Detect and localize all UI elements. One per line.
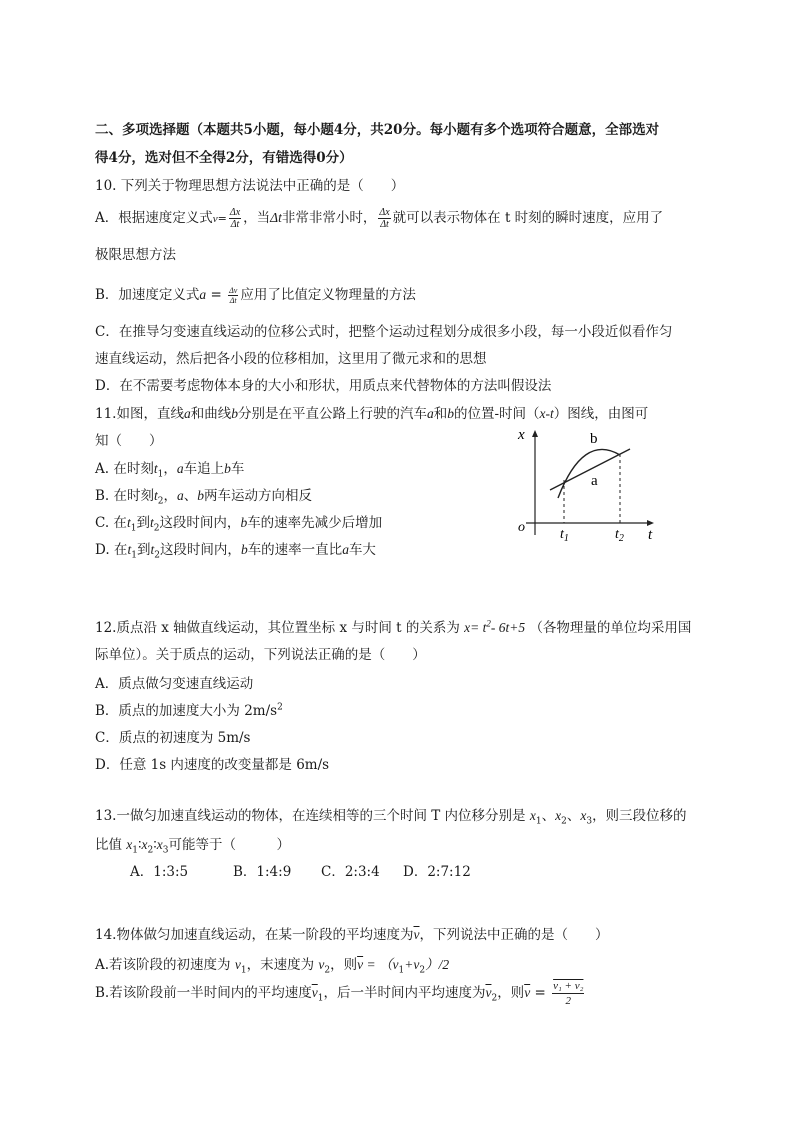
origin-label: o: [518, 520, 525, 535]
q14-sub: 1: [317, 993, 324, 1004]
q14-v: v: [318, 957, 325, 972]
x-axis-arrow: [532, 430, 538, 437]
q11-a-text: 车追上: [183, 461, 225, 477]
label-a: a: [591, 473, 598, 489]
q10-b-pre: B．加速度定义式: [95, 287, 200, 303]
line-a: [550, 449, 630, 490]
t-axis-arrow: [647, 520, 654, 526]
q11-c-sub1: 1: [130, 523, 137, 534]
q13-stem-part: ，则三段位移的: [592, 808, 687, 824]
q13-stem-line2: [95, 835, 290, 855]
q11-var-b: b: [224, 461, 231, 476]
q11-a-text: 车: [230, 461, 245, 477]
q11-var-b: b: [240, 515, 248, 530]
q13-sep: 、: [541, 808, 556, 824]
q10-option-d: D．在不需要考虑物体本身的大小和形状，用质点来代替物体的方法叫假设法: [95, 378, 552, 394]
q10-a-fraction2: [378, 207, 390, 230]
q14-b-text: B.若该阶段前一半时间内的平均速度: [95, 985, 312, 1001]
q11-a-text: ，: [163, 461, 177, 477]
q12-option-d: D．任意 1s 内速度的改变量都是 6m/s: [95, 757, 330, 773]
q11-b-text: ，: [163, 488, 178, 504]
q11-stem-line2: 知（ ）: [95, 433, 163, 449]
q13-sep: 、: [566, 808, 581, 824]
q12-b-sup: 2: [277, 702, 283, 713]
q14-a-text: = （: [363, 957, 393, 972]
q11-c-text: 这段时间内，: [159, 515, 241, 531]
q11-xt: x-t: [539, 406, 554, 421]
q11-stem-part: 11.如图，直线: [95, 406, 184, 422]
q13-sub: 1: [535, 816, 542, 827]
q10-a-den: Δt: [230, 219, 240, 230]
q11-b-text: 两车运动方向相反: [204, 488, 313, 504]
q13-option-a: A．1:3:5: [130, 864, 189, 880]
q11-d-text: 车大: [348, 542, 376, 558]
q14-vbar: $\overline{v}$: [485, 985, 492, 1000]
q13-stem-part: 可能等于（ ）: [168, 837, 291, 853]
q13-colon: ∶: [138, 837, 142, 853]
q14-a-text: ，末速度为: [246, 957, 319, 973]
q12-b-text: B．质点的加速度大小为 2m/s: [95, 703, 278, 719]
q14-v: v: [413, 957, 420, 972]
x-axis-label: x: [518, 427, 525, 443]
q10-b-a: a: [199, 287, 207, 302]
q13-colon: ∶: [153, 837, 157, 853]
q11-c-t1: t: [126, 515, 131, 530]
q11-option-b: [95, 486, 312, 506]
t-axis-label: t: [648, 527, 653, 543]
q11-d-sub2: 2: [154, 550, 160, 561]
q11-option-d: [95, 540, 376, 560]
q10-a-mid2: 非常非常小时，: [281, 210, 377, 226]
q11-c-text: C. 在: [95, 515, 127, 531]
q11-a-sub: 1: [157, 469, 164, 480]
q13-stem-part: 比值: [95, 837, 127, 853]
q10-a-den2: Δt: [380, 219, 389, 230]
q13-options: [130, 862, 471, 882]
q11-b-text: B. 在时刻: [95, 488, 155, 504]
q14-option-b: [95, 976, 586, 1010]
q11-option-c: [95, 513, 382, 533]
q11-stem-part: 和: [433, 406, 448, 422]
q11-b-text: 、: [183, 488, 198, 504]
q12-stem-line1: [95, 618, 691, 638]
q13-stem-part: 13.一做匀加速直线运动的物体，在连续相等的三个时间 T 内位移分别是: [95, 808, 530, 824]
q12-option-c: C．质点的初速度为 5m/s: [95, 730, 251, 746]
q11-var-a: a: [426, 406, 434, 421]
q14-option-a: [95, 955, 449, 975]
q11-var-b: b: [231, 406, 238, 421]
q14-a-text: ，则: [330, 957, 358, 973]
q12-stem-part: （各物理量的单位均采用国: [529, 620, 692, 636]
q14-sub: 2: [491, 993, 498, 1004]
q10-b-fraction: [228, 286, 238, 305]
q11-c-text: 到: [136, 515, 150, 531]
q11-a-text: A. 在时刻: [95, 461, 154, 477]
q11-b-t: t: [154, 488, 158, 503]
q13-option-b: B．1:4:9: [233, 864, 292, 880]
q13-sub: 3: [162, 845, 169, 856]
q11-xt-graph: [508, 423, 658, 543]
q13-x: x: [156, 837, 163, 852]
q14-stem: [95, 925, 608, 945]
q13-sub: 2: [561, 816, 567, 827]
q13-option-d: D．2:7:12: [403, 864, 471, 880]
q10-option-a: [95, 204, 663, 233]
q13-x: x: [529, 808, 536, 823]
q14-vbar: $\overline{v}$: [311, 985, 318, 1000]
q11-b-sub: 2: [157, 496, 164, 507]
q14-sub: 1: [240, 965, 247, 976]
q13-stem-line1: [95, 806, 687, 826]
q14-vbar: $\overline{v}$: [413, 927, 420, 942]
q10-a-eq: =: [217, 212, 227, 225]
q14-sub: 2: [419, 965, 426, 976]
q11-stem-line1: [95, 404, 648, 424]
q11-stem-part: 的位置-时间（: [453, 406, 540, 422]
q11-stem-part: ）图线，由图可: [553, 406, 649, 422]
q11-c-text: 车的速率先减少后增加: [247, 515, 383, 531]
label-b: b: [590, 431, 598, 447]
q10-a-pre: A．根据速度定义式: [95, 210, 213, 226]
q11-d-sub1: 1: [131, 550, 137, 561]
q14-sub: 2: [324, 965, 331, 976]
q11-d-t1: t: [127, 542, 132, 557]
q14-v: v: [234, 957, 241, 972]
q14-a-text: ）/2: [425, 957, 450, 972]
q13-option-c: C．2:3:4: [321, 864, 380, 880]
q11-var-b: b: [197, 488, 205, 503]
q14-vbar: $\overline{v}$: [524, 985, 531, 1000]
q11-var-a: a: [183, 406, 191, 421]
q10-a-dt: Δt: [270, 210, 282, 225]
q14-v: v: [392, 957, 399, 972]
q12-formula-rest: - 6t+5: [490, 620, 526, 635]
q10-b-post: 应用了比值定义物理量的方法: [240, 287, 416, 303]
q11-d-t2: t: [150, 542, 155, 557]
q11-d-text: 车的速率一直比: [247, 542, 343, 558]
q14-b-text: ，则: [497, 985, 525, 1001]
q10-a-num: Δx: [229, 207, 241, 218]
q11-stem-part: 和曲线: [190, 406, 232, 422]
q11-stem-part: 分别是在平直公路上行驶的汽车: [237, 406, 427, 422]
q11-c-sub2: 2: [153, 523, 160, 534]
t2-label: $t_2$: [615, 527, 624, 543]
curve-b: [558, 449, 620, 498]
section-header-line2: 得4分，选对但不全得2分，有错选得0分）: [95, 150, 353, 166]
q14-b-den: 2: [565, 995, 572, 1007]
q14-plus: +: [404, 957, 414, 972]
q11-d-text: 到: [136, 542, 151, 558]
q13-x: x: [126, 837, 133, 852]
q10-option-b: [95, 282, 416, 308]
q10-a-post: 就可以表示物体在 t 时刻的瞬时速度，应用了: [392, 210, 664, 226]
q12-stem-line2: 际单位）。关于质点的运动，下列说法正确的是（ ）: [95, 647, 426, 663]
q14-a-text: A.若该阶段的初速度为: [95, 957, 235, 973]
q13-sub: 2: [147, 845, 154, 856]
q11-var-b: b: [240, 542, 248, 557]
q14-b-text: ，后一半时间内平均速度为: [323, 985, 486, 1001]
q10-a-mid: ，当: [243, 210, 271, 226]
q10-a-v: v: [212, 213, 218, 225]
q13-x: x: [141, 837, 148, 852]
q10-b-num: Δv: [229, 286, 238, 295]
q13-x: x: [580, 808, 587, 823]
q12-option-b: [95, 701, 283, 721]
q10-b-eq: =: [206, 287, 227, 303]
q14-vbar: $\overline{v}$: [357, 957, 364, 972]
q12-stem-part: 12.质点沿 x 轴做直线运动，其位置坐标 x 与时间 t 的关系为: [95, 620, 465, 636]
q13-x: x: [555, 808, 562, 823]
q10-option-a-line2: 极限思想方法: [95, 247, 176, 263]
t1-label: $t_1$: [560, 527, 569, 543]
q11-option-a: [95, 459, 244, 479]
q11-var-a: a: [342, 542, 349, 557]
q10-b-den: Δt: [229, 296, 237, 305]
q11-d-text: 这段时间内，: [159, 542, 241, 558]
q13-sub: 1: [132, 845, 139, 856]
q10-a-num2: Δx: [379, 207, 390, 218]
q14-stem-part: ，下列说法中正确的是（ ）: [419, 927, 609, 943]
q14-stem-part: 14.物体做匀加速直线运动，在某一阶段的平均速度为: [95, 927, 414, 943]
q10-stem: 10. 下列关于物理思想方法说法中正确的是（ ）: [95, 178, 405, 194]
q12-formula-sup: 2: [486, 618, 491, 629]
q11-var-b: b: [447, 406, 454, 421]
q14-b-fraction: [552, 979, 584, 1008]
section-header-line1: 二、多项选择题（本题共5小题，每小题4分，共20分。每小题有多个选项符合题意，全部选对: [95, 122, 660, 138]
q10-a-fraction: [229, 207, 241, 230]
q11-var-a: a: [176, 461, 184, 476]
q11-var-a: a: [177, 488, 184, 503]
q11-a-t: t: [153, 461, 158, 476]
q14-b-num: v₁ + v₂: [553, 980, 584, 992]
q14-b-eq: =: [530, 985, 551, 1001]
q12-formula: x= t: [464, 620, 487, 635]
q11-d-text: D. 在: [95, 542, 128, 558]
q10-option-c-line1: C．在推导匀变速直线运动的位移公式时，把整个运动过程划分成很多小段，每一小段近似看作匀: [95, 324, 673, 340]
q12-option-a: A．质点做匀变速直线运动: [95, 676, 254, 692]
q13-sub: 3: [586, 816, 593, 827]
q11-c-t2: t: [149, 515, 154, 530]
q14-sub: 1: [398, 965, 405, 976]
q10-option-c-line2: 速直线运动，然后把各小段的位移相加，这里用了微元求和的思想: [95, 351, 487, 367]
